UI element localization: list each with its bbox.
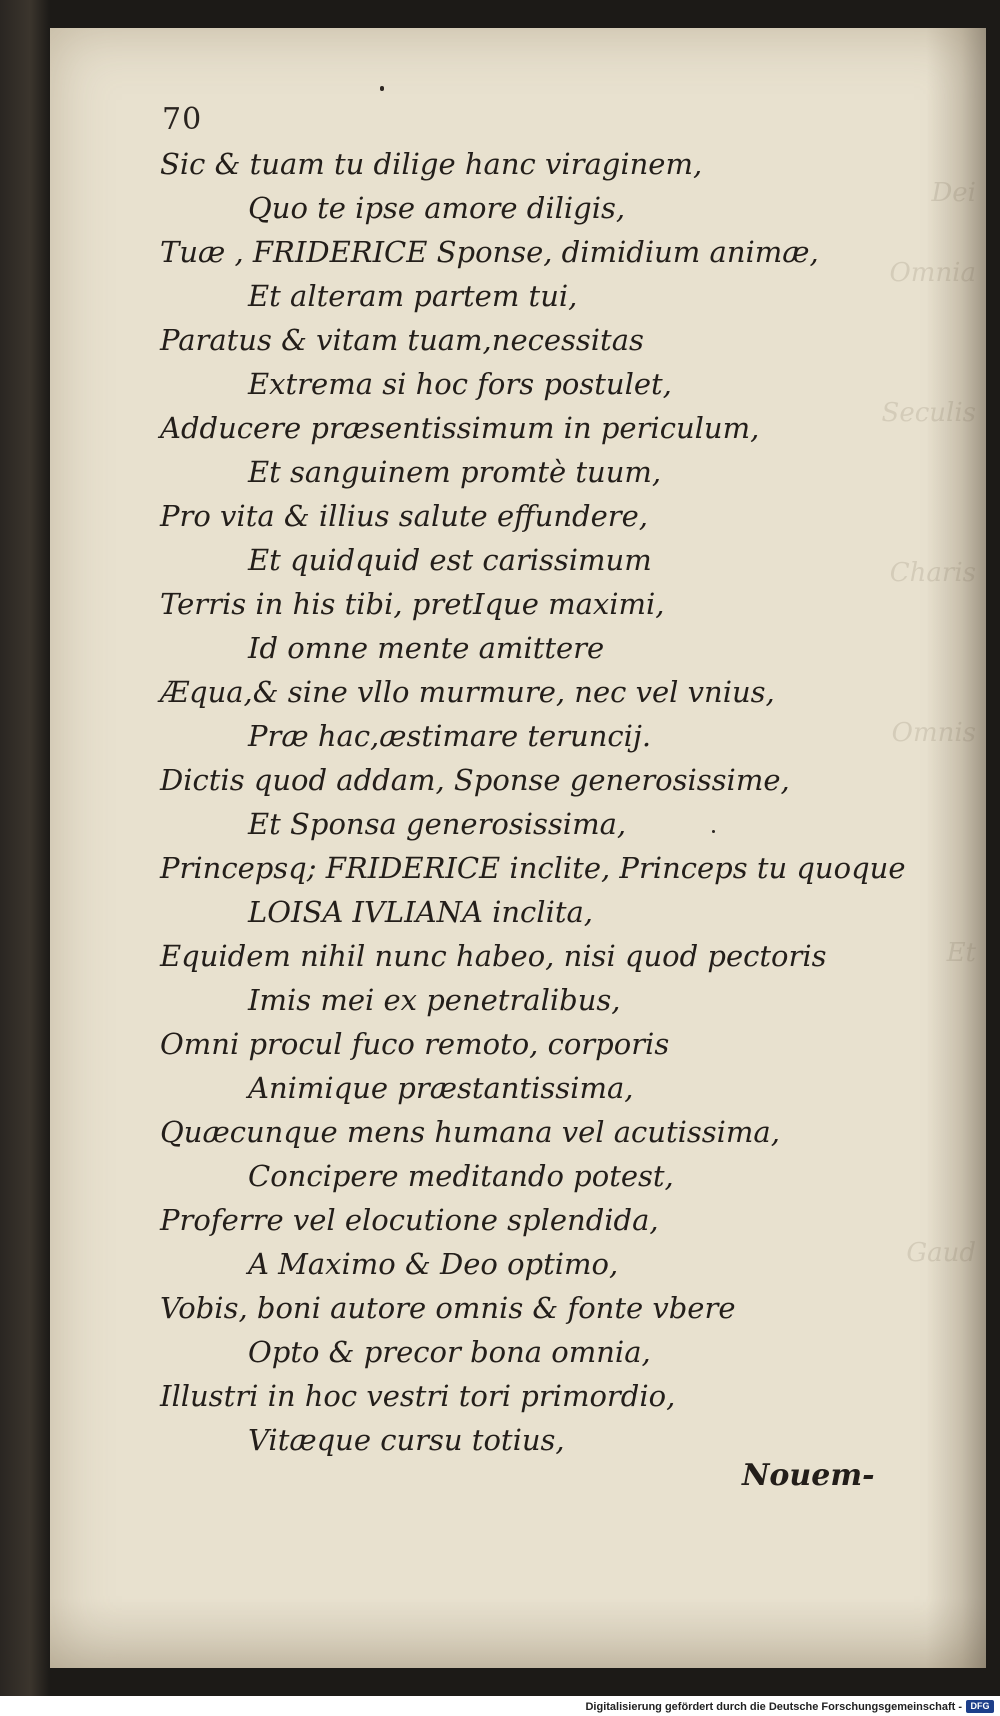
text-line: Vitæque cursu totius, [248,1423,565,1457]
text-line: Omni procul fuco remoto, corporis [160,1027,670,1061]
text-line: Equidem nihil nunc habeo, nisi quod pectoris [160,939,827,973]
text-line: Adducere præsentissimum in periculum, [160,411,760,445]
text-line: Imis mei ex penetralibus, [248,983,621,1017]
footer-strip [0,1696,1000,1716]
text-line: Paratus & vitam tuam,necessitas [160,323,644,357]
text-line: Illustri in hoc vestri tori primordio, [160,1379,676,1413]
text-line: Et sanguinem promtè tuum, [248,455,662,489]
show-through-text: Dei Omnia Seculis Charis Omnis Et Gaud [881,178,976,1268]
text-line: Proferre vel elocutione splendida, [160,1203,659,1237]
ink-dot [380,86,384,91]
text-line: A Maximo & Deo optimo, [248,1247,619,1281]
catchword: Nouem- [742,1458,875,1493]
text-line: Animique præstantissima, [248,1071,634,1105]
text-line: Et alteram partem tui, [248,279,578,313]
text-line: Dictis quod addam, Sponse generosissime, [160,763,790,797]
page-number: 70 [162,102,203,137]
text-line: LOISA IVLIANA inclita, [248,895,594,929]
text-line: Pro vita & illius salute effundere, [160,499,648,533]
text-line: Præ hac,æstimare teruncij. [248,719,652,753]
text-line: Extrema si hoc fors postulet, [248,367,672,401]
footer-credit: Digitalisierung gefördert durch die Deutsche Forschungsgemeinschaft - [585,1701,962,1713]
text-line: Æqua,& sine vllo murmure, nec vel vnius, [160,675,775,709]
poem-text [160,142,980,1462]
text-line: Sic & tuam tu dilige hanc viraginem, [160,147,703,181]
text-line: Opto & precor bona omnia, [248,1335,651,1369]
text-line: Tuæ , FRIDERICE Sponse, dimidium animæ, [160,235,819,269]
text-line: Quo te ipse amore diligis, [248,191,626,225]
text-line: Id omne mente amittere [248,631,605,665]
text-line: Et Sponsa generosissima, [248,807,627,841]
text-line: Princepsq; FRIDERICE inclite, Princeps tu quoque [160,851,906,885]
text-line: Vobis, boni autore omnis & fonte vbere [160,1291,736,1325]
dfg-logo: DFG [966,1700,994,1713]
text-line: Concipere meditando potest, [248,1159,674,1193]
text-line: Et quidquid est carissimum [248,543,652,577]
text-line: Quæcunque mens humana vel acutissima, [160,1115,780,1149]
text-line: Terris in his tibi, pretIque maximi, [160,587,665,621]
